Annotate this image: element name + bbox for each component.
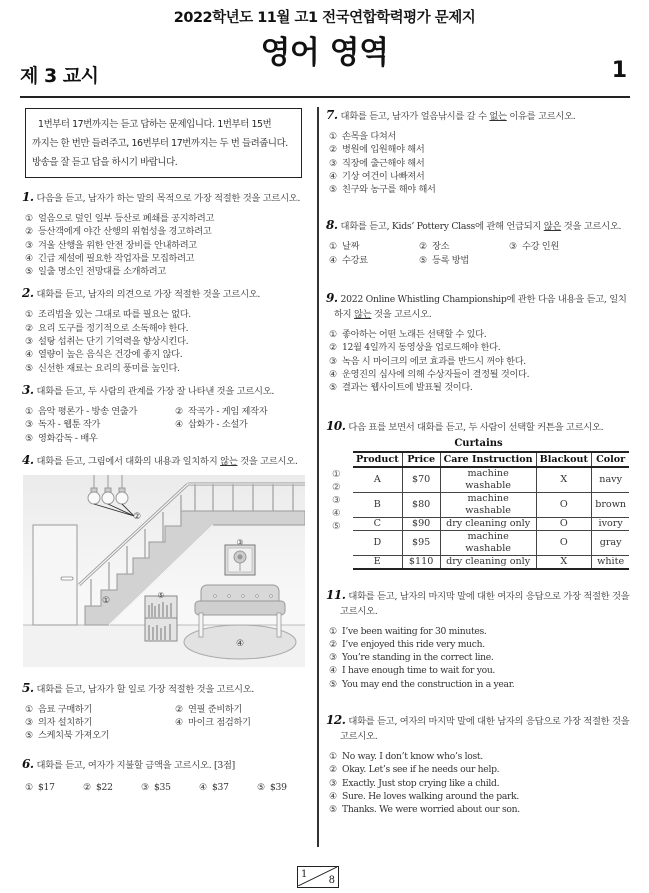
row-mark[interactable]: ③ [332, 494, 341, 506]
option-mark: ② [175, 703, 183, 715]
option-list [326, 625, 631, 691]
option-3[interactable] [141, 781, 199, 794]
option-mark: ① [25, 213, 33, 224]
option-3[interactable] [329, 157, 631, 170]
stem-text: 다음을 듣고, 남자가 하는 말의 목적으로 가장 적절한 것을 고르시오. [36, 193, 301, 204]
option-text: 친구와 농구를 해야 해서 [342, 184, 436, 196]
option-text: 직장에 출근해야 해서 [342, 157, 425, 169]
option-mark: ⑤ [329, 804, 337, 816]
curtains-table-wrap [326, 451, 631, 570]
question-5 [22, 681, 307, 743]
column-header: Color [591, 452, 629, 467]
question-9 [326, 291, 631, 394]
row-mark[interactable]: ② [332, 481, 341, 493]
option-text: 녹음 시 마이크의 에코 효과를 반드시 꺼야 한다. [342, 355, 526, 367]
option-text: 좋아하는 어떤 노래든 선택할 수 있다. [342, 329, 487, 341]
room-illustration [23, 475, 305, 667]
option-mark: ④ [329, 254, 337, 266]
column-header: Blackout [536, 452, 591, 467]
option-mark: ④ [175, 419, 183, 431]
notice-line: 방송을 잘 듣고 답을 하시기 바랍니다. [32, 157, 178, 168]
header-page-number: 1 [611, 58, 627, 83]
option-text: 요리 도구를 정기적으로 소독해야 한다. [38, 322, 189, 334]
option-text: 신선한 재료는 요리의 풍미를 높인다. [38, 362, 180, 374]
option-text: $17 [38, 781, 55, 793]
option-4[interactable] [25, 348, 307, 361]
option-mark: ② [25, 226, 33, 238]
option-3[interactable] [329, 355, 631, 368]
question-stem [22, 453, 307, 469]
option-mark: ① [329, 329, 337, 341]
stem-text: 대화를 듣고, 두 사람의 관계를 가장 잘 나타낸 것을 고르시오. [36, 385, 275, 397]
table-row [353, 492, 629, 517]
option-3[interactable] [329, 777, 631, 790]
option-text: 장소 [432, 241, 450, 253]
option-text: 겨울 산행을 위한 안전 장비를 안내하려고 [38, 239, 197, 251]
stem-text: 대화를 듣고, 남자가 할 일로 가장 적절한 것을 고르시오. [36, 683, 255, 695]
table-cell: navy [591, 467, 629, 493]
option-mark: ④ [25, 252, 33, 264]
table-cell: machine washable [440, 530, 536, 555]
header-rule [20, 96, 630, 98]
option-text: 조리법을 있는 그대로 따를 필요는 없다. [38, 309, 191, 321]
option-2[interactable] [329, 143, 631, 156]
option-mark: ⑤ [329, 184, 337, 196]
option-text: 일출 명소인 전망대를 소개하려고 [38, 266, 166, 278]
question-stem [326, 419, 631, 435]
option-1[interactable] [329, 240, 419, 253]
option-text: $37 [212, 781, 229, 793]
option-3[interactable] [25, 335, 307, 348]
stem-emphasis: 없는 [489, 111, 507, 122]
stem-text: 대화를 듣고, 여자가 지불할 금액을 고르시오. [3점] [36, 759, 235, 771]
question-4 [22, 453, 307, 667]
option-text: 12월 4일까지 동영상을 업로드해야 한다. [342, 342, 501, 354]
table-cell: machine washable [440, 467, 536, 493]
question-stem [22, 757, 307, 773]
stem-text: 이유를 고르시오. [506, 111, 576, 122]
option-1[interactable] [329, 750, 631, 763]
option-5[interactable] [329, 183, 631, 196]
table-cell: D [353, 530, 402, 555]
option-3[interactable] [329, 651, 631, 664]
option-3[interactable] [25, 716, 175, 729]
option-mark: ① [25, 405, 33, 417]
option-5[interactable] [329, 803, 631, 816]
option-mark: ④ [329, 170, 337, 182]
table-cell: X [536, 555, 591, 569]
stem-text: 다음 표를 보면서 대화를 듣고, 두 사람이 선택할 커튼을 고르시오. [348, 421, 604, 433]
question-number: 8. [326, 218, 338, 233]
option-5[interactable] [25, 265, 307, 278]
table-cell: X [536, 467, 591, 493]
option-mark: ③ [141, 781, 149, 793]
option-text: 스케치북 가져오기 [38, 730, 110, 742]
option-text: 얼음으로 덮인 일부 등산로 폐쇄를 공지하려고 [38, 213, 215, 224]
question-7 [326, 108, 631, 196]
stem-emphasis: 않은 [543, 221, 562, 233]
question-number: 2. [22, 286, 34, 301]
question-11 [326, 588, 631, 691]
question-3 [22, 383, 307, 445]
option-2[interactable] [329, 763, 631, 776]
question-number: 4. [22, 452, 34, 467]
option-mark: ① [329, 131, 337, 142]
question-stem [22, 286, 307, 302]
question-stem [326, 291, 631, 322]
option-mark: ② [329, 144, 337, 156]
notice-line: 까지는 한 번만 들려주고, 16번부터 17번까지는 두 번 들려줍니다. [32, 138, 288, 149]
stem-text: 대화를 듣고, 남자의 의견으로 가장 적절한 것을 고르시오. [36, 289, 261, 301]
table-cell: $80 [402, 492, 440, 517]
table-row [353, 555, 629, 569]
option-4[interactable] [175, 418, 305, 431]
table-title: Curtains [454, 437, 503, 449]
option-text: 의자 설치하기 [38, 717, 93, 729]
option-text: 등록 방법 [432, 254, 469, 266]
option-text: 독자 - 웹툰 작가 [38, 419, 101, 431]
table-cell: $70 [402, 467, 440, 493]
label-4: ④ [235, 638, 245, 649]
option-text: You may end the construction in a year. [342, 678, 515, 690]
option-list [22, 308, 307, 374]
option-4[interactable] [329, 664, 631, 677]
total-pages: 8 [328, 875, 335, 886]
option-mark: ① [329, 625, 337, 637]
option-mark: ① [329, 751, 337, 763]
table-cell: dry cleaning only [440, 517, 536, 530]
option-list [22, 405, 307, 445]
option-2[interactable] [419, 240, 509, 253]
table-cell: O [536, 492, 591, 517]
exam-title: 영어 영역 [260, 35, 389, 71]
option-1[interactable] [329, 130, 631, 143]
column-header: Care Instruction [440, 452, 536, 467]
table-cell: O [536, 530, 591, 555]
option-5[interactable] [257, 781, 315, 794]
option-mark: ③ [509, 241, 517, 253]
page-indicator [297, 866, 339, 888]
question-stem [326, 218, 631, 234]
row-mark[interactable]: ⑤ [332, 520, 341, 532]
question-2 [22, 286, 307, 374]
question-12 [326, 713, 631, 816]
question-1 [22, 190, 307, 278]
exam-subtitle: 2022학년도 11월 고1 전국연합학력평가 문제지 [173, 10, 476, 26]
option-2[interactable] [175, 703, 305, 716]
table-row [353, 530, 629, 555]
option-2[interactable] [329, 638, 631, 651]
option-1[interactable] [329, 328, 631, 341]
row-marks [332, 468, 341, 533]
option-mark: ③ [329, 777, 337, 789]
question-number: 9. [326, 291, 338, 306]
right-column [326, 108, 631, 817]
option-mark: ② [329, 764, 337, 776]
option-list [22, 781, 307, 794]
option-1[interactable] [25, 781, 83, 794]
option-text: Thanks. We were worried about our son. [342, 804, 520, 816]
option-list [326, 130, 631, 196]
staircase-room-drawing [23, 475, 305, 667]
option-mark: ⑤ [25, 432, 33, 444]
question-number: 7. [326, 108, 338, 122]
option-4[interactable] [329, 254, 419, 267]
column-header: Product [353, 452, 402, 467]
question-stem [326, 108, 631, 124]
table-header-row [353, 452, 629, 467]
option-mark: ④ [329, 790, 337, 802]
stem-text: 대화를 듣고, 남자의 마지막 말에 대한 여자의 응답으로 가장 적절한 것을 고르시오. [340, 590, 630, 617]
option-4[interactable] [199, 781, 257, 794]
option-text: 기상 여건이 나빠져서 [342, 170, 425, 182]
option-mark: ② [329, 638, 337, 650]
option-mark: ⑤ [329, 678, 337, 690]
option-mark: ① [25, 703, 33, 715]
option-mark: ② [175, 405, 183, 417]
option-2[interactable] [25, 322, 307, 335]
table-cell: $95 [402, 530, 440, 555]
option-mark: ③ [329, 652, 337, 664]
table-cell: A [353, 467, 402, 493]
option-list [326, 750, 631, 816]
option-2[interactable] [329, 341, 631, 354]
option-4[interactable] [329, 790, 631, 803]
stem-text: 대화를 듣고, 남자가 얼음낚시를 갈 수 [340, 111, 490, 122]
option-text: $39 [270, 781, 287, 793]
stem-text: 것을 고르시오. [237, 455, 298, 467]
option-5[interactable] [329, 381, 631, 394]
table-cell: gray [591, 530, 629, 555]
table-cell: O [536, 517, 591, 530]
option-mark: ④ [329, 368, 337, 380]
row-mark[interactable]: ① [332, 468, 341, 480]
question-number: 3. [22, 382, 34, 397]
option-4[interactable] [329, 368, 631, 381]
option-text: 날짜 [342, 241, 360, 253]
question-number: 10. [326, 418, 346, 433]
option-text: 마이크 점검하기 [188, 717, 251, 729]
option-mark: ⑤ [329, 382, 337, 394]
label-3: ③ [236, 537, 244, 547]
option-text: Exactly. Just stop crying like a child. [342, 777, 500, 789]
option-text: No way. I don’t know who’s lost. [342, 751, 483, 763]
option-4[interactable] [25, 252, 307, 265]
option-text: 운영진의 심사에 의해 수상자들이 결정될 것이다. [342, 368, 530, 380]
table-cell: $90 [402, 517, 440, 530]
column-header: Price [402, 452, 440, 467]
option-3[interactable] [25, 239, 307, 252]
option-mark: ⑤ [419, 254, 427, 266]
option-5[interactable] [329, 678, 631, 691]
option-list [326, 240, 631, 267]
option-4[interactable] [329, 170, 631, 183]
option-1[interactable] [25, 703, 175, 716]
table-cell: $110 [402, 555, 440, 569]
question-number: 6. [22, 756, 34, 771]
option-text: 삽화가 - 소설가 [188, 419, 248, 431]
option-mark: ④ [329, 665, 337, 677]
stem-text: 대화를 듣고, Kids’ Pottery Class에 관해 언급되지 [340, 221, 544, 233]
option-text: I’ve enjoyed this ride very much. [342, 638, 485, 650]
option-mark: ⑤ [25, 266, 33, 278]
table-cell: E [353, 555, 402, 569]
table-cell: white [591, 555, 629, 569]
left-column [22, 108, 307, 794]
option-text: 등산객에게 야간 산행의 위험성을 경고하려고 [38, 226, 212, 238]
option-text: 수강료 [342, 254, 368, 266]
exam-period: 제 3 교시 [20, 65, 99, 87]
option-text: 열량이 높은 음식은 건강에 좋지 않다. [38, 349, 183, 361]
option-text: I have enough time to wait for you. [342, 665, 496, 677]
option-1[interactable] [25, 405, 175, 418]
option-text: $22 [96, 781, 113, 793]
current-page: 1 [301, 869, 308, 880]
table-cell: ivory [591, 517, 629, 530]
option-mark: ② [329, 342, 337, 354]
question-number: 5. [22, 680, 34, 695]
question-10 [326, 419, 631, 570]
option-2[interactable] [175, 405, 305, 418]
stem-text: 것을 고르시오. [561, 221, 622, 233]
option-mark: ④ [25, 349, 33, 361]
option-text: 설탕 섭취는 단기 기억력을 향상시킨다. [38, 336, 189, 348]
question-stem [326, 588, 631, 619]
table-row [353, 467, 629, 493]
option-text: Sure. He loves walking around the park. [342, 790, 520, 802]
option-text: 영화감독 - 배우 [38, 432, 98, 444]
notice-line: 1번부터 17번까지는 듣고 답하는 문제입니다. 1번부터 15번 [38, 119, 272, 130]
option-text: 연필 준비하기 [188, 703, 243, 715]
table-cell: dry cleaning only [440, 555, 536, 569]
option-text: 음료 구매하기 [38, 703, 93, 715]
question-stem [22, 383, 307, 399]
question-stem [22, 190, 307, 206]
stem-emphasis: 않는 [220, 455, 238, 467]
label-5: ⑤ [157, 590, 165, 600]
option-mark: ③ [25, 239, 33, 251]
option-text: 손목을 다쳐서 [342, 131, 397, 142]
option-mark: ③ [25, 336, 33, 348]
option-5[interactable] [25, 362, 307, 375]
label-1: ① [101, 595, 111, 606]
option-mark: ① [25, 781, 33, 793]
option-text: 결과는 웹사이트에 발표될 것이다. [342, 382, 473, 394]
option-mark: ⑤ [25, 730, 33, 742]
option-5[interactable] [419, 254, 509, 267]
curtains-table [353, 451, 629, 570]
question-number: 11. [326, 587, 346, 602]
option-mark: ③ [329, 355, 337, 367]
table-cell: C [353, 517, 402, 530]
label-2: ② [132, 511, 142, 522]
question-stem [326, 713, 631, 744]
option-5[interactable] [25, 729, 175, 742]
option-mark: ② [25, 322, 33, 334]
option-3[interactable] [25, 418, 175, 431]
option-mark: ② [419, 241, 427, 253]
option-3[interactable] [509, 240, 609, 253]
stem-emphasis: 않는 [354, 309, 372, 321]
option-2[interactable] [25, 225, 307, 238]
option-text: 수강 인원 [522, 241, 559, 253]
option-text: 작곡가 - 게임 제작자 [188, 405, 268, 417]
question-6 [22, 757, 307, 794]
option-text: You’re standing in the correct line. [342, 652, 494, 664]
option-mark: ④ [199, 781, 207, 793]
option-text: 음악 평론가 - 방송 연출가 [38, 405, 138, 417]
table-cell: brown [591, 492, 629, 517]
option-4[interactable] [175, 716, 305, 729]
option-mark: ① [329, 241, 337, 253]
option-mark: ③ [25, 717, 33, 729]
option-text: $35 [154, 781, 171, 793]
option-1[interactable] [329, 625, 631, 638]
table-cell: machine washable [440, 492, 536, 517]
question-stem [22, 681, 307, 697]
option-text: 긴급 제설에 필요한 작업자를 모집하려고 [38, 252, 195, 264]
option-mark: ② [83, 781, 91, 793]
stem-text: 것을 고르시오. [371, 309, 432, 321]
option-2[interactable] [83, 781, 141, 794]
option-mark: ⑤ [25, 362, 33, 374]
option-list [326, 328, 631, 394]
stem-text: 대화를 듣고, 그림에서 대화의 내용과 일치하지 [36, 455, 221, 467]
option-mark: ⑤ [257, 781, 265, 793]
stem-text: 대화를 듣고, 여자의 마지막 말에 대한 남자의 응답으로 가장 적절한 것을 고르시오. [340, 716, 630, 743]
column-divider [317, 107, 319, 847]
question-8 [326, 218, 631, 267]
option-mark: ① [25, 309, 33, 321]
option-text: 병원에 입원해야 해서 [342, 144, 425, 156]
stem-text: 2022 Online Whistling Championship에 관한 다음 내용을 듣고, 일치하지 [334, 294, 627, 321]
option-list [22, 212, 307, 278]
option-mark: ④ [175, 717, 183, 729]
listening-notice-box [25, 108, 302, 178]
row-mark[interactable]: ④ [332, 507, 341, 519]
question-number: 12. [326, 713, 346, 728]
option-text: Okay. Let’s see if he needs our help. [342, 764, 500, 776]
table-cell: B [353, 492, 402, 517]
option-list [22, 703, 307, 743]
question-number: 1. [22, 190, 34, 204]
option-1[interactable] [25, 212, 307, 225]
option-text: I’ve been waiting for 30 minutes. [342, 625, 487, 637]
option-mark: ③ [25, 419, 33, 431]
option-1[interactable] [25, 308, 307, 321]
option-mark: ③ [329, 157, 337, 169]
table-row [353, 517, 629, 530]
option-5[interactable] [25, 432, 175, 445]
